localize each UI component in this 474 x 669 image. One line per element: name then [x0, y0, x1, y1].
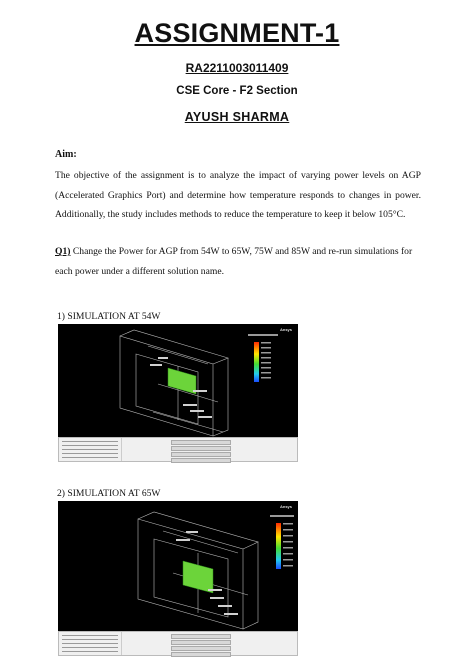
registration-number: RA2211003011409 [185, 61, 289, 75]
simulation-1-details-bar [58, 437, 298, 462]
ansys-logo: Ansys [279, 327, 292, 332]
ansys-logo: Ansys [279, 504, 292, 509]
simulation-2-model [58, 501, 298, 631]
simulation-2-label: 2) SIMULATION AT 65W [57, 488, 161, 499]
section-label: CSE Core - F2 Section [176, 85, 298, 97]
aim-paragraph: The objective of the assignment is to analyze the impact of varying power levels on AGP (Accelerated Graphics Port) and determine how temperature responds to changes in power. Additionally, the study includes methods to reduce the temperature to keep it below 105°C. [55, 170, 421, 220]
page-title: ASSIGNMENT-1 [134, 18, 340, 48]
question-1 [55, 242, 425, 281]
simulation-1-label: 1) SIMULATION AT 54W [57, 311, 161, 322]
question-1-label: Q1) [55, 246, 71, 257]
aim-heading: Aim: [55, 149, 77, 160]
simulation-2-viewport [58, 501, 298, 639]
question-1-text: Change the Power for AGP from 54W to 65W, 75W and 85W and re-run simulations for each power under a different solution name. [55, 246, 413, 277]
student-name: AYUSH SHARMA [184, 110, 290, 124]
simulation-2-details-bar [58, 631, 298, 656]
simulation-1-model [58, 324, 298, 437]
